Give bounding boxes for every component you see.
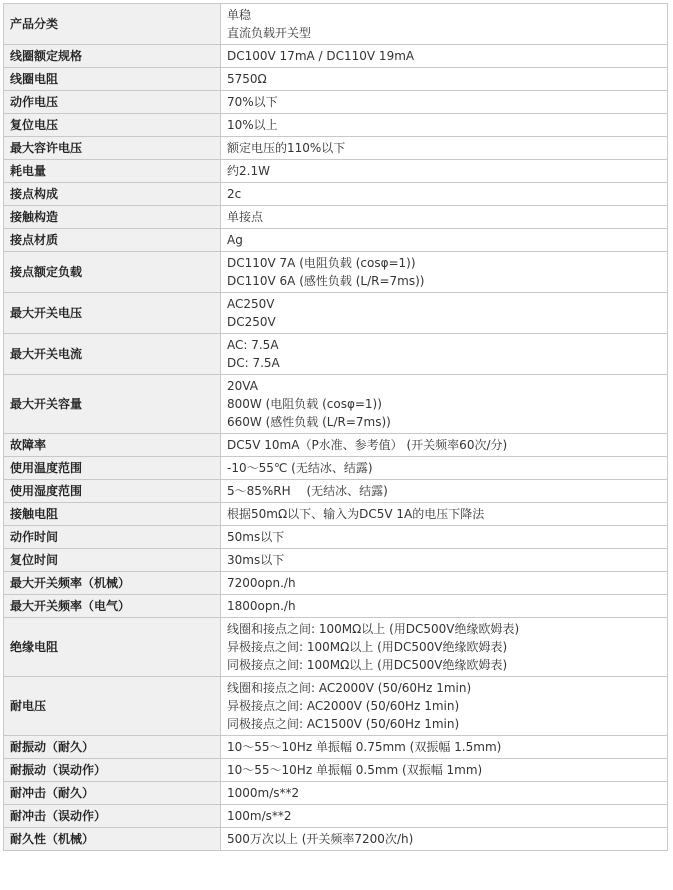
spec-label: 接点材质 (4, 229, 221, 252)
spec-table-body (4, 4, 668, 851)
table-row (4, 503, 668, 526)
spec-label: 复位电压 (4, 114, 221, 137)
spec-value (221, 457, 668, 480)
spec-label: 耐振动（误动作） (4, 759, 221, 782)
spec-value-line: 800W (电阻负载 (cosφ=1)) (227, 397, 382, 411)
table-row (4, 206, 668, 229)
spec-label: 耐冲击（耐久） (4, 782, 221, 805)
table-row (4, 160, 668, 183)
spec-label: 最大开关电压 (4, 293, 221, 334)
table-row (4, 618, 668, 677)
spec-value-line: 2c (227, 187, 242, 201)
spec-label: 最大开关容量 (4, 375, 221, 434)
spec-value-line: 1800opn./h (227, 599, 296, 613)
spec-value-line: 单接点 (227, 210, 264, 224)
table-row (4, 4, 668, 45)
spec-value-line: 异极接点之间: AC2000V (50/60Hz 1min) (227, 699, 460, 713)
spec-value (221, 526, 668, 549)
spec-label: 接点额定负载 (4, 252, 221, 293)
spec-value-line: 50ms以下 (227, 530, 285, 544)
table-row (4, 375, 668, 434)
table-row (4, 677, 668, 736)
table-row (4, 595, 668, 618)
spec-label: 最大开关频率（电气） (4, 595, 221, 618)
spec-value-line: AC: 7.5A (227, 338, 279, 352)
spec-value-line: 约2.1W (227, 164, 270, 178)
spec-value-line: 10%以上 (227, 118, 278, 132)
table-row (4, 252, 668, 293)
spec-value-line: 线圈和接点之间: 100MΩ以上 (用DC500V绝缘欧姆表) (227, 622, 520, 636)
spec-value-line: 5750Ω (227, 72, 267, 86)
spec-value (221, 759, 668, 782)
spec-label: 耐冲击（误动作） (4, 805, 221, 828)
spec-value (221, 677, 668, 736)
spec-label: 使用湿度范围 (4, 480, 221, 503)
spec-value (221, 549, 668, 572)
spec-value-line: DC5V 10mA（P水准、参考值） (开关频率60次/分) (227, 438, 508, 452)
spec-value-line: 7200opn./h (227, 576, 296, 590)
spec-value (221, 334, 668, 375)
spec-value (221, 503, 668, 526)
table-row (4, 782, 668, 805)
spec-value-line: DC: 7.5A (227, 356, 280, 370)
spec-value-line: 直流负载开关型 (227, 26, 312, 40)
spec-label: 耐久性（机械） (4, 828, 221, 851)
spec-value (221, 137, 668, 160)
spec-value-line: Ag (227, 233, 243, 247)
spec-value (221, 4, 668, 45)
table-row (4, 293, 668, 334)
spec-value (221, 252, 668, 293)
spec-value-line: 70%以下 (227, 95, 278, 109)
spec-value-line: -10～55℃ (无结冰、结露) (227, 461, 373, 475)
table-row (4, 759, 668, 782)
spec-value-line: 根据50mΩ以下、输入为DC5V 1A的电压下降法 (227, 507, 485, 521)
spec-value (221, 68, 668, 91)
spec-label: 接触构造 (4, 206, 221, 229)
spec-value (221, 45, 668, 68)
spec-value (221, 736, 668, 759)
spec-value-line: 100m/s**2 (227, 809, 292, 823)
spec-value (221, 375, 668, 434)
table-row (4, 549, 668, 572)
spec-label: 最大容许电压 (4, 137, 221, 160)
spec-value (221, 572, 668, 595)
spec-value (221, 434, 668, 457)
table-row (4, 91, 668, 114)
spec-value (221, 114, 668, 137)
spec-value-line: 10～55～10Hz 单振幅 0.5mm (双振幅 1mm) (227, 763, 483, 777)
table-row (4, 457, 668, 480)
table-row (4, 334, 668, 375)
table-row (4, 137, 668, 160)
table-row (4, 805, 668, 828)
table-row (4, 45, 668, 68)
spec-value (221, 183, 668, 206)
spec-value-line: 额定电压的110%以下 (227, 141, 346, 155)
spec-label: 最大开关电流 (4, 334, 221, 375)
spec-value-line: 同极接点之间: 100MΩ以上 (用DC500V绝缘欧姆表) (227, 658, 508, 672)
spec-value-line: 线圈和接点之间: AC2000V (50/60Hz 1min) (227, 681, 472, 695)
spec-value (221, 480, 668, 503)
spec-value (221, 206, 668, 229)
table-row (4, 68, 668, 91)
spec-label: 动作电压 (4, 91, 221, 114)
spec-label: 线圈电阻 (4, 68, 221, 91)
spec-value-line: 20VA (227, 379, 258, 393)
spec-value (221, 805, 668, 828)
table-row (4, 183, 668, 206)
spec-label: 产品分类 (4, 4, 221, 45)
spec-value-line: 1000m/s**2 (227, 786, 300, 800)
spec-label: 绝缘电阻 (4, 618, 221, 677)
spec-value (221, 160, 668, 183)
spec-label: 故障率 (4, 434, 221, 457)
spec-value-line: DC250V (227, 315, 276, 329)
spec-value-line: 异极接点之间: 100MΩ以上 (用DC500V绝缘欧姆表) (227, 640, 508, 654)
spec-value-line: 500万次以上 (开关频率7200次/h) (227, 832, 414, 846)
spec-table (3, 3, 668, 851)
spec-value (221, 782, 668, 805)
table-row (4, 526, 668, 549)
spec-value-line: AC250V (227, 297, 275, 311)
spec-value (221, 595, 668, 618)
spec-label: 耐电压 (4, 677, 221, 736)
spec-value-line: 30ms以下 (227, 553, 285, 567)
table-row (4, 480, 668, 503)
spec-value-line: 同极接点之间: AC1500V (50/60Hz 1min) (227, 717, 460, 731)
table-row (4, 572, 668, 595)
spec-value (221, 229, 668, 252)
spec-value-line: 单稳 (227, 8, 252, 22)
table-row (4, 114, 668, 137)
spec-label: 使用温度范围 (4, 457, 221, 480)
spec-value-line: 10～55～10Hz 单振幅 0.75mm (双振幅 1.5mm) (227, 740, 502, 754)
spec-label: 耐振动（耐久） (4, 736, 221, 759)
spec-value-line: DC110V 6A (感性负载 (L/R=7ms)) (227, 274, 425, 288)
spec-label: 线圈额定规格 (4, 45, 221, 68)
spec-value-line: 660W (感性负载 (L/R=7ms)) (227, 415, 391, 429)
spec-value-line: 5～85%RH (无结冰、结露) (227, 484, 388, 498)
spec-value (221, 91, 668, 114)
spec-label: 最大开关频率（机械） (4, 572, 221, 595)
table-row (4, 434, 668, 457)
spec-value (221, 293, 668, 334)
table-row (4, 736, 668, 759)
spec-label: 接触电阻 (4, 503, 221, 526)
spec-value (221, 828, 668, 851)
table-row (4, 229, 668, 252)
spec-value (221, 618, 668, 677)
spec-label: 耗电量 (4, 160, 221, 183)
spec-label: 动作时间 (4, 526, 221, 549)
table-row (4, 828, 668, 851)
spec-label: 复位时间 (4, 549, 221, 572)
spec-label: 接点构成 (4, 183, 221, 206)
spec-value-line: DC100V 17mA / DC110V 19mA (227, 49, 415, 63)
spec-value-line: DC110V 7A (电阻负载 (cosφ=1)) (227, 256, 416, 270)
